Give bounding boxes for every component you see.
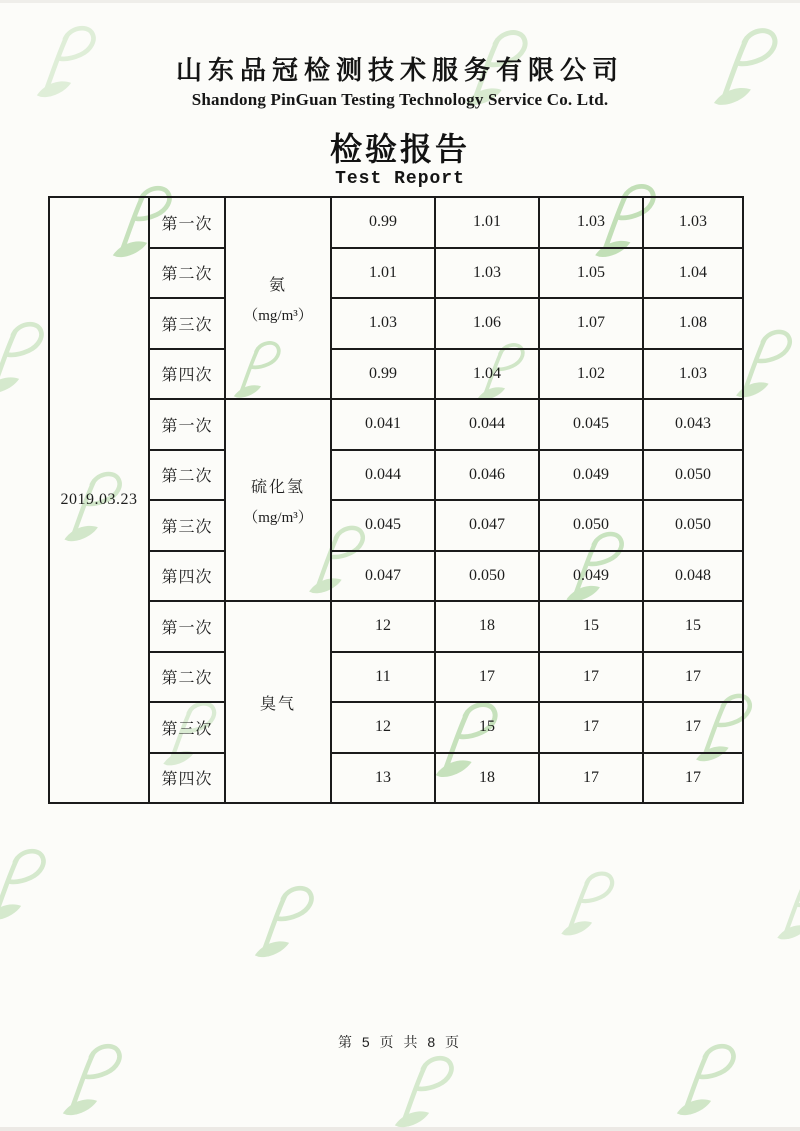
value-cell: 18 bbox=[435, 753, 539, 804]
value-cell: 17 bbox=[539, 753, 643, 804]
table-row bbox=[49, 197, 743, 248]
value-cell: 1.02 bbox=[539, 349, 643, 400]
value-cell: 0.044 bbox=[435, 399, 539, 450]
value-cell: 0.99 bbox=[331, 349, 435, 400]
value-cell: 0.049 bbox=[539, 450, 643, 501]
value-cell: 1.08 bbox=[643, 298, 743, 349]
trial-label-cell: 第三次 bbox=[149, 500, 225, 551]
value-cell: 1.04 bbox=[643, 248, 743, 299]
value-cell: 1.05 bbox=[539, 248, 643, 299]
trial-label-cell: 第二次 bbox=[149, 248, 225, 299]
watermark-logo-icon bbox=[0, 318, 48, 396]
table-row bbox=[49, 702, 743, 753]
scan-edge bbox=[0, 1127, 800, 1131]
trial-label-cell: 第二次 bbox=[149, 652, 225, 703]
value-cell: 15 bbox=[435, 702, 539, 753]
parameter-cell-odor bbox=[225, 601, 331, 803]
trial-label-cell: 第四次 bbox=[149, 349, 225, 400]
value-cell: 0.047 bbox=[435, 500, 539, 551]
report-title-zh: 检验报告 bbox=[329, 131, 470, 167]
parameter-unit: （mg/m³） bbox=[243, 307, 313, 324]
parameter-name: 氨 bbox=[268, 276, 287, 294]
trial-label-cell: 第三次 bbox=[149, 298, 225, 349]
scan-edge bbox=[0, 0, 800, 3]
value-cell: 0.99 bbox=[331, 197, 435, 248]
table-row bbox=[49, 753, 743, 804]
table-row bbox=[49, 601, 743, 652]
value-cell: 1.04 bbox=[435, 349, 539, 400]
value-cell: 0.050 bbox=[539, 500, 643, 551]
company-name-zh: 山东品冠检测技术服务有限公司 bbox=[175, 56, 624, 85]
watermark-logo-icon bbox=[764, 872, 800, 942]
value-cell: 1.03 bbox=[643, 349, 743, 400]
value-cell: 0.043 bbox=[643, 399, 743, 450]
value-cell: 17 bbox=[435, 652, 539, 703]
value-cell: 0.050 bbox=[435, 551, 539, 602]
value-cell: 0.050 bbox=[643, 500, 743, 551]
value-cell: 15 bbox=[539, 601, 643, 652]
parameter-cell-hydrogen-sulfide bbox=[225, 399, 331, 601]
value-cell: 1.03 bbox=[435, 248, 539, 299]
value-cell: 0.046 bbox=[435, 450, 539, 501]
value-cell: 17 bbox=[539, 652, 643, 703]
page-number: 第 5 页 共 8 页 bbox=[337, 1034, 463, 1050]
watermark-logo-icon bbox=[240, 882, 318, 960]
value-cell: 0.041 bbox=[331, 399, 435, 450]
trial-label-cell: 第四次 bbox=[149, 551, 225, 602]
sample-date-cell: 2019.03.23 bbox=[49, 197, 149, 803]
value-cell: 17 bbox=[539, 702, 643, 753]
results-table bbox=[48, 196, 744, 804]
watermark-logo-icon bbox=[380, 1052, 458, 1130]
table-row bbox=[49, 500, 743, 551]
value-cell: 0.048 bbox=[643, 551, 743, 602]
value-cell: 1.01 bbox=[331, 248, 435, 299]
table-row bbox=[49, 450, 743, 501]
table-row bbox=[49, 349, 743, 400]
value-cell: 1.07 bbox=[539, 298, 643, 349]
parameter-name: 硫化氢 bbox=[250, 478, 305, 496]
value-cell: 12 bbox=[331, 601, 435, 652]
parameter-name: 臭气 bbox=[259, 695, 296, 713]
value-cell: 11 bbox=[331, 652, 435, 703]
table-row bbox=[49, 551, 743, 602]
trial-label-cell: 第一次 bbox=[149, 197, 225, 248]
parameter-cell-ammonia bbox=[225, 197, 331, 399]
value-cell: 1.03 bbox=[539, 197, 643, 248]
value-cell: 1.03 bbox=[331, 298, 435, 349]
value-cell: 0.050 bbox=[643, 450, 743, 501]
value-cell: 18 bbox=[435, 601, 539, 652]
value-cell: 1.06 bbox=[435, 298, 539, 349]
value-cell: 15 bbox=[643, 601, 743, 652]
trial-label-cell: 第二次 bbox=[149, 450, 225, 501]
watermark-logo-icon bbox=[548, 868, 618, 938]
parameter-unit: （mg/m³） bbox=[243, 509, 313, 526]
value-cell: 0.045 bbox=[539, 399, 643, 450]
table-row bbox=[49, 399, 743, 450]
trial-label-cell: 第一次 bbox=[149, 601, 225, 652]
trial-label-cell: 第一次 bbox=[149, 399, 225, 450]
value-cell: 17 bbox=[643, 652, 743, 703]
watermark-logo-icon bbox=[0, 845, 50, 923]
value-cell: 1.01 bbox=[435, 197, 539, 248]
table-row bbox=[49, 652, 743, 703]
company-name-en: Shandong PinGuan Testing Technology Service Co. Ltd. bbox=[191, 90, 609, 109]
report-title-en: Test Report bbox=[335, 169, 465, 189]
trial-label-cell: 第三次 bbox=[149, 702, 225, 753]
value-cell: 12 bbox=[331, 702, 435, 753]
value-cell: 17 bbox=[643, 753, 743, 804]
value-cell: 0.045 bbox=[331, 500, 435, 551]
table-row bbox=[49, 248, 743, 299]
value-cell: 17 bbox=[643, 702, 743, 753]
value-cell: 13 bbox=[331, 753, 435, 804]
table-row bbox=[49, 298, 743, 349]
value-cell: 0.044 bbox=[331, 450, 435, 501]
trial-label-cell: 第四次 bbox=[149, 753, 225, 804]
value-cell: 1.03 bbox=[643, 197, 743, 248]
value-cell: 0.049 bbox=[539, 551, 643, 602]
value-cell: 0.047 bbox=[331, 551, 435, 602]
